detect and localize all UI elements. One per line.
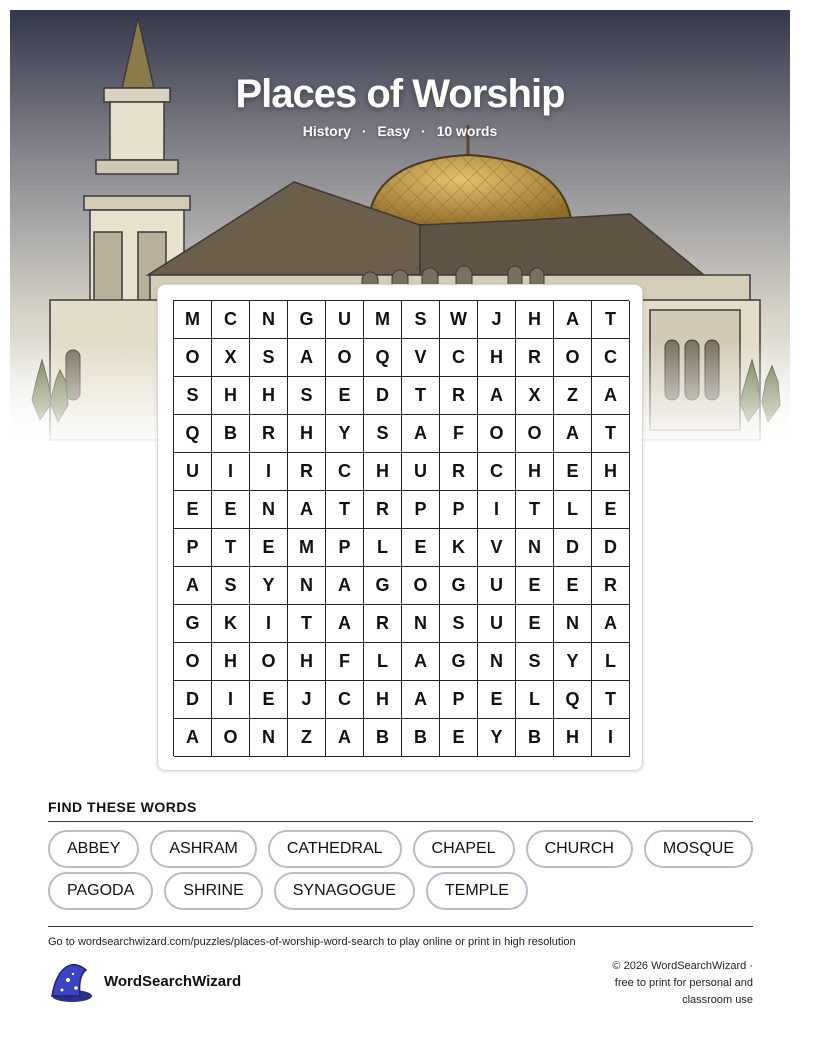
grid-cell[interactable]: D [174,681,212,719]
grid-cell[interactable]: E [326,377,364,415]
word-chip: CHAPEL [413,830,515,868]
grid-cell[interactable]: E [174,491,212,529]
grid-cell[interactable]: B [402,719,440,757]
grid-cell[interactable]: C [212,301,250,339]
grid-cell[interactable]: N [516,529,554,567]
grid-cell[interactable]: Y [250,567,288,605]
grid-cell[interactable]: H [364,453,402,491]
word-list [48,830,768,910]
grid-cell[interactable]: I [250,605,288,643]
grid-cell[interactable]: H [592,453,630,491]
grid-cell[interactable]: A [326,605,364,643]
grid-cell[interactable]: C [326,453,364,491]
grid-cell[interactable]: O [250,643,288,681]
grid-cell[interactable]: H [212,643,250,681]
grid-cell[interactable]: G [440,643,478,681]
grid-cell[interactable]: Y [478,719,516,757]
grid-cell[interactable]: R [440,377,478,415]
word-chip: PAGODA [48,872,153,910]
grid-cell[interactable]: R [250,415,288,453]
grid-cell[interactable]: X [212,339,250,377]
grid-cell[interactable]: M [288,529,326,567]
grid-cell[interactable]: T [288,605,326,643]
word-chip: SHRINE [164,872,262,910]
grid-cell[interactable]: D [554,529,592,567]
grid-cell[interactable]: T [592,415,630,453]
grid-cell[interactable]: E [478,681,516,719]
grid-cell[interactable]: D [364,377,402,415]
grid-cell[interactable]: S [440,605,478,643]
grid-cell[interactable]: N [402,605,440,643]
word-chip: SYNAGOGUE [274,872,415,910]
meta-separator: · [361,123,367,139]
grid-cell[interactable]: O [478,415,516,453]
grid-cell[interactable]: O [212,719,250,757]
category-label: History [302,123,351,139]
grid-cell[interactable]: R [364,491,402,529]
grid-cell[interactable]: G [288,301,326,339]
grid-cell[interactable]: E [250,681,288,719]
grid-cell[interactable]: F [440,415,478,453]
grid-cell[interactable]: M [174,301,212,339]
grid-cell[interactable]: H [250,377,288,415]
grid-cell[interactable]: N [478,643,516,681]
grid-cell[interactable]: S [402,301,440,339]
letter-grid[interactable] [173,300,629,756]
grid-cell[interactable]: J [478,301,516,339]
grid-cell[interactable]: A [592,377,630,415]
grid-cell[interactable]: Z [288,719,326,757]
grid-cell[interactable]: O [326,339,364,377]
grid-cell[interactable]: R [364,605,402,643]
word-chip: MOSQUE [644,830,753,868]
word-chip: ABBEY [48,830,139,868]
grid-cell[interactable]: Q [174,415,212,453]
grid-cell[interactable]: A [592,605,630,643]
grid-cell[interactable]: S [516,643,554,681]
grid-cell[interactable]: S [212,567,250,605]
grid-cell[interactable]: T [516,491,554,529]
grid-cell[interactable]: U [478,567,516,605]
grid-cell[interactable]: N [250,301,288,339]
grid-cell[interactable]: J [288,681,326,719]
grid-cell[interactable]: L [364,643,402,681]
copyright-line: © 2026 WordSearchWizard · [612,960,753,972]
grid-cell[interactable]: E [402,529,440,567]
grid-cell[interactable]: N [288,567,326,605]
grid-cell[interactable]: R [440,453,478,491]
copyright-text [560,958,753,1009]
grid-cell[interactable]: L [554,491,592,529]
grid-cell[interactable]: V [402,339,440,377]
divider [48,821,753,822]
grid-cell[interactable]: A [554,301,592,339]
word-chip: ASHRAM [150,830,256,868]
grid-cell[interactable]: A [402,643,440,681]
grid-cell[interactable]: G [364,567,402,605]
grid-cell[interactable]: T [212,529,250,567]
grid-cell[interactable]: C [326,681,364,719]
grid-cell[interactable]: S [250,339,288,377]
grid-cell[interactable]: O [402,567,440,605]
grid-cell[interactable]: H [364,681,402,719]
grid-cell[interactable]: P [440,491,478,529]
grid-cell[interactable]: Z [554,377,592,415]
grid-cell[interactable]: C [478,453,516,491]
grid-cell[interactable]: E [250,529,288,567]
grid-cell[interactable]: I [478,491,516,529]
grid-cell[interactable]: N [250,491,288,529]
grid-cell[interactable]: A [326,567,364,605]
grid-cell[interactable]: W [440,301,478,339]
grid-cell[interactable]: A [288,491,326,529]
grid-cell[interactable]: A [174,567,212,605]
grid-cell[interactable]: G [440,567,478,605]
grid-cell[interactable]: R [288,453,326,491]
grid-cell[interactable]: D [592,529,630,567]
grid-cell[interactable]: E [440,719,478,757]
grid-cell[interactable]: H [478,339,516,377]
grid-cell[interactable]: A [554,415,592,453]
grid-cell[interactable]: A [402,415,440,453]
copyright-line: classroom use [682,994,753,1006]
copyright-line: free to print for personal and [614,977,753,989]
word-chip: CHURCH [526,830,633,868]
grid-cell[interactable]: S [364,415,402,453]
grid-cell[interactable]: N [250,719,288,757]
grid-cell[interactable]: L [364,529,402,567]
grid-cell[interactable]: B [212,415,250,453]
grid-cell[interactable]: B [516,719,554,757]
grid-cell[interactable]: R [592,567,630,605]
grid-cell[interactable]: H [516,453,554,491]
grid-cell[interactable]: N [554,605,592,643]
grid-cell[interactable]: O [174,643,212,681]
play-online-text: Go to wordsearchwizard.com/puzzles/places-of-worship-word-search to play online or print in high resolution [48,936,576,948]
grid-cell[interactable]: H [288,643,326,681]
grid-cell[interactable]: P [174,529,212,567]
grid-cell[interactable]: Q [364,339,402,377]
grid-cell[interactable]: A [288,339,326,377]
grid-cell[interactable]: H [288,415,326,453]
grid-cell[interactable]: T [592,301,630,339]
grid-cell[interactable]: R [516,339,554,377]
grid-cell[interactable]: K [440,529,478,567]
grid-cell[interactable]: A [326,719,364,757]
grid-cell[interactable]: S [288,377,326,415]
grid-cell[interactable]: E [592,491,630,529]
grid-cell[interactable]: E [212,491,250,529]
grid-cell[interactable]: H [516,301,554,339]
grid-cell[interactable]: E [516,605,554,643]
grid-cell[interactable]: F [326,643,364,681]
grid-cell[interactable]: I [212,681,250,719]
grid-cell[interactable]: I [212,453,250,491]
grid-cell[interactable]: G [174,605,212,643]
grid-cell[interactable]: I [592,719,630,757]
puzzle-card [157,284,643,771]
grid-cell[interactable]: A [174,719,212,757]
word-chip: CATHEDRAL [268,830,402,868]
grid-cell[interactable]: Q [554,681,592,719]
grid-cell[interactable]: P [440,681,478,719]
wizard-hat-icon [46,962,94,1009]
grid-cell[interactable]: S [174,377,212,415]
word-chip: TEMPLE [426,872,528,910]
difficulty-label: Easy [377,123,411,139]
grid-cell[interactable]: U [402,453,440,491]
grid-cell[interactable]: A [402,681,440,719]
word-count-label: 10 words [436,123,498,139]
grid-cell[interactable]: U [326,301,364,339]
grid-cell[interactable]: A [478,377,516,415]
grid-cell[interactable]: H [212,377,250,415]
meta-separator: · [421,123,426,139]
grid-cell[interactable]: C [440,339,478,377]
grid-cell[interactable]: I [250,453,288,491]
brand-name: WordSearchWizard [104,973,242,990]
grid-cell[interactable]: U [478,605,516,643]
grid-cell[interactable]: U [174,453,212,491]
grid-cell[interactable]: O [174,339,212,377]
grid-cell[interactable]: P [402,491,440,529]
grid-cell[interactable]: E [516,567,554,605]
grid-cell[interactable]: B [364,719,402,757]
grid-cell[interactable]: T [326,491,364,529]
page-title: Places of Worship [235,72,565,116]
grid-cell[interactable]: T [402,377,440,415]
grid-cell[interactable]: E [554,567,592,605]
grid-cell[interactable]: Y [554,643,592,681]
grid-cell[interactable]: E [554,453,592,491]
grid-cell[interactable]: H [554,719,592,757]
grid-cell[interactable]: K [212,605,250,643]
grid-cell[interactable]: O [516,415,554,453]
puzzle-meta [0,123,800,139]
grid-cell[interactable]: X [516,377,554,415]
grid-cell[interactable]: L [516,681,554,719]
grid-cell[interactable]: V [478,529,516,567]
grid-cell[interactable]: M [364,301,402,339]
word-list-heading: FIND THESE WORDS [48,799,197,815]
grid-cell[interactable]: L [592,643,630,681]
grid-cell[interactable]: Y [326,415,364,453]
grid-cell[interactable]: T [592,681,630,719]
grid-cell[interactable]: P [326,529,364,567]
grid-cell[interactable]: O [554,339,592,377]
grid-cell[interactable]: C [592,339,630,377]
divider [48,926,753,927]
